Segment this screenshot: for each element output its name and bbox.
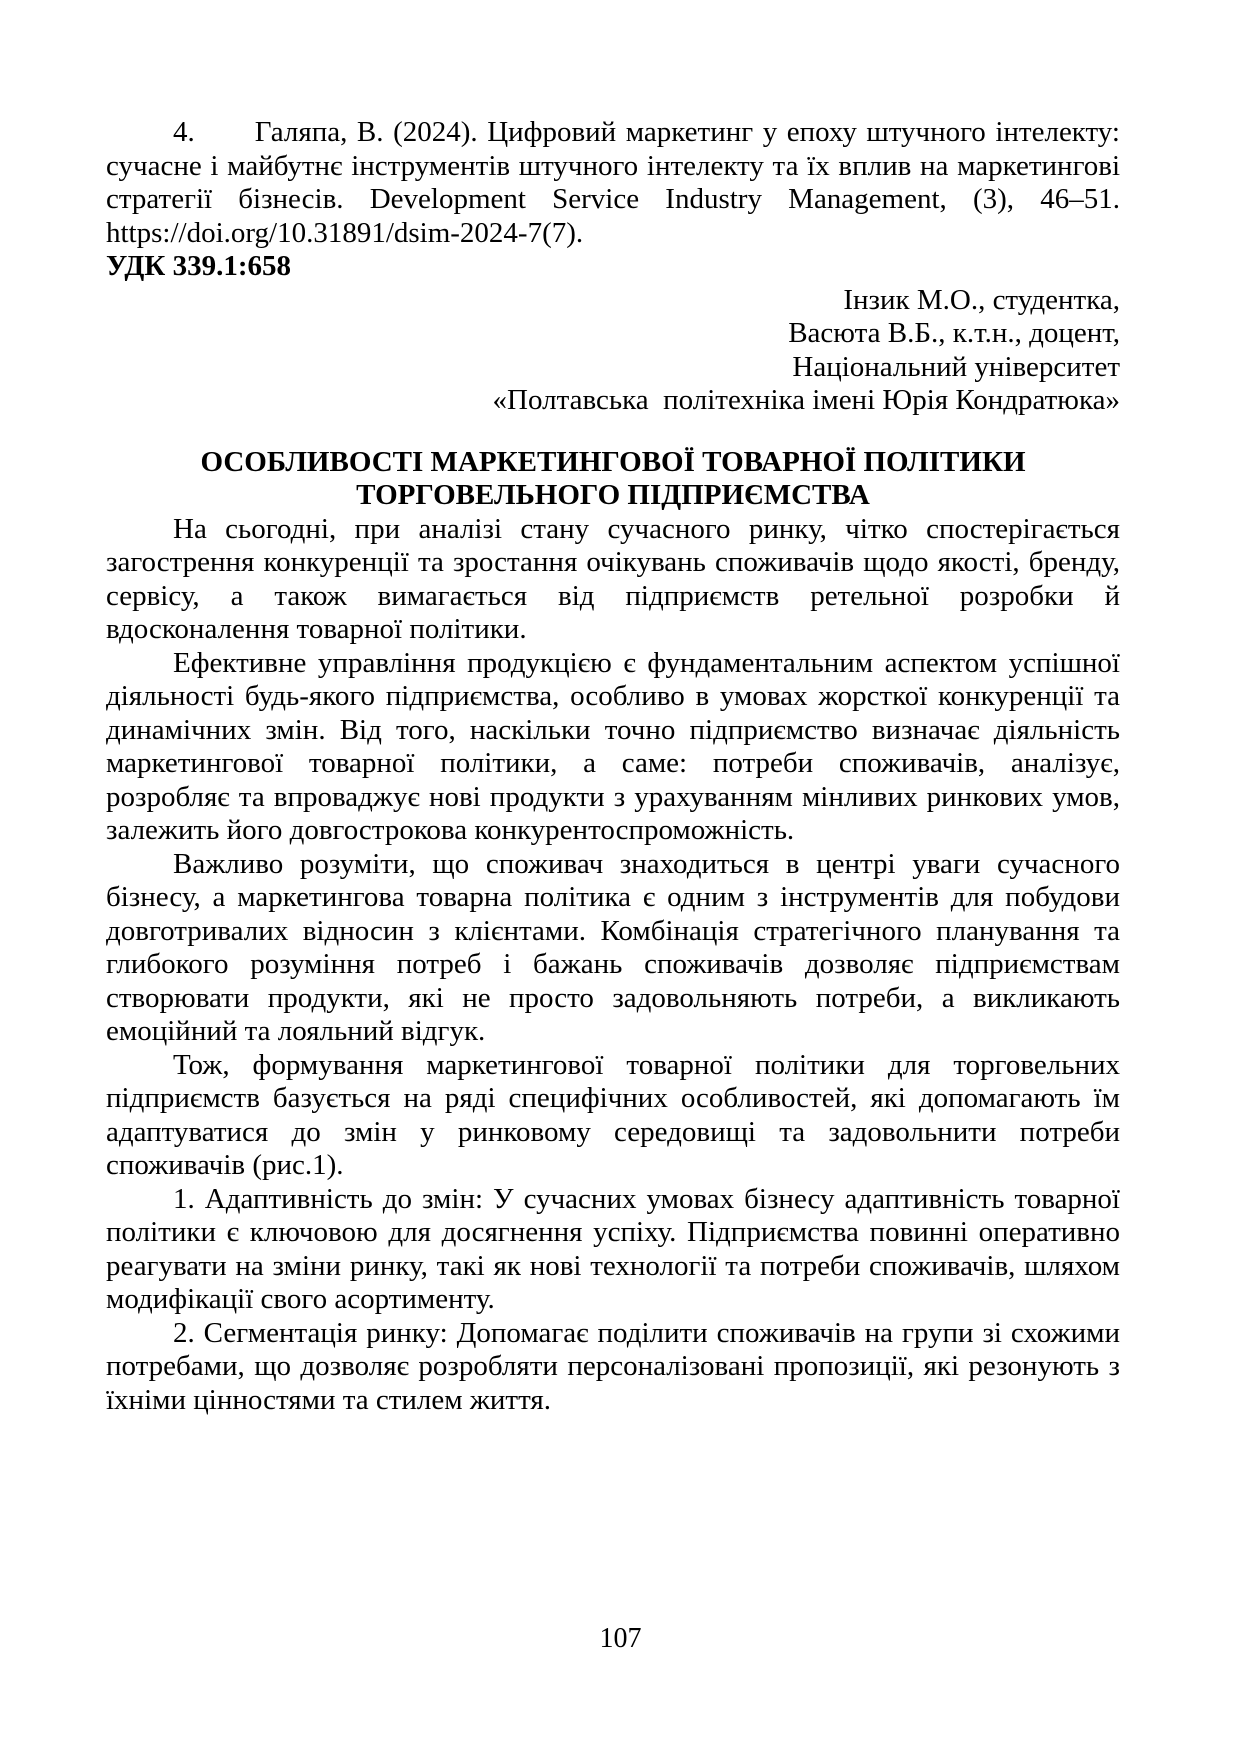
page-number: 107 [599,1623,642,1654]
paragraph-intro: На сьогодні, при аналізі стану сучасного ринку, чітко спостерігається загострення конкуренції та зростання очікувань споживачів щодо якості, бренду, сервісу, а також вимагається від підприємств ретельної розробки й вдосконалення товарної політики. [106,512,1120,645]
page-content [106,116,1120,1417]
author-line-advisor: Васюта В.Б., к.т.н., доцент, [788,317,1120,349]
paragraph-effective-management: Ефективне управління продукцією є фундаментальним аспектом успішної діяльності будь-якого підприємства, особливо в умовах жорсткої конкуренції та динамічних змін. Від того, наскільки точно підприємство визначає діяльність маркетингової товарної політики, а саме: потреби споживачів, аналізує, розробляє та впроваджує нові продукти з урахуванням мінливих ринкових умов, залежить його довгострокова конкурентоспроможність. [106,646,1120,846]
paragraph-consumer-focus: Важливо розуміти, що споживач знаходиться в центрі уваги сучасного бізнесу, а маркетингова товарна політика є одним з інструментів для побудови довготривалих відносин з клієнтами. Комбінація стратегічного планування та глибокого розуміння потреб і бажань споживачів дозволяє підприємствам створювати продукти, які не просто задовольняють потреби, а викликають емоційний та лояльний відгук. [106,847,1120,1047]
paragraph-item-2-segmentation: 2. Сегментація ринку: Допомагає поділити споживачів на групи зі схожими потребами, що дозволяє розробляти персоналізовані пропозиції, які резонують з їхніми цінностями та стилем життя. [106,1316,1120,1416]
article-title: ОСОБЛИВОСТІ МАРКЕТИНГОВОЇ ТОВАРНОЇ ПОЛІТИКИ ТОРГОВЕЛЬНОГО ПІДПРИЄМСТВА [200,445,1026,511]
reference-entry [106,116,1120,250]
reference-text: Галяпа, В. (2024). Цифровий маркетинг у епоху штучного інтелекту: сучасне і майбутнє інструментів штучного інтелекту та їх вплив на маркетингові стратегії бізнесів. Development Service Industry Management, (3), 46–51. https://doi.org/10.31891/dsim-2024-7(7). [106,116,1120,249]
author-block [106,284,1120,418]
author-line-student: Інзик М.О., студентка, [843,283,1120,316]
reference-number: 4. [173,116,195,148]
affiliation-line-2: «Полтавська політехніка імені Юрія Кондратюка» [492,384,1120,416]
paragraph-item-1-adaptivity: 1. Адаптивність до змін: У сучасних умовах бізнесу адаптивність товарної політики є ключовою для досягнення успіху. Підприємства повинні оперативно реагувати на зміни ринку, такі як нові технології та потреби споживачів, шляхом модифікації свого асортименту. [106,1182,1120,1315]
paragraph-policy-formation: Тож, формування маркетингової товарної політики для торговельних підприємств базується на ряді специфічних особливостей, які допомагають їм адаптуватися до змін у ринковому середовищі та задовольнити потреби споживачів (рис.1). [106,1048,1120,1181]
udc-code: УДК 339.1:658 [106,250,291,282]
affiliation-line-1: Національний університет [792,350,1120,383]
